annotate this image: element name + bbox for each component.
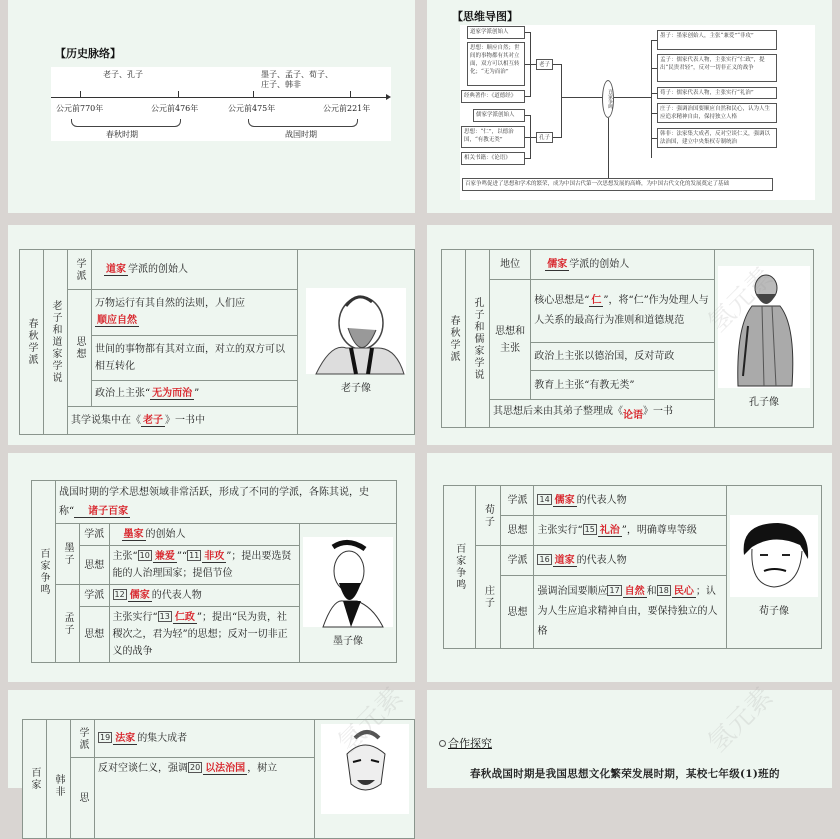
answer-blank: 儒家 xyxy=(547,259,568,270)
thought-cell: 反对空谈仁义，强调 20 以法治国 ，树立 xyxy=(95,758,315,839)
mm-center-node: 百家争鸣 xyxy=(602,80,614,118)
mm-kongzi-item: 思想：“仁”，以德治国，“有教无类” xyxy=(461,126,525,148)
kongzi-table xyxy=(441,249,814,428)
thought-cell: 教育上主张“有教无类” xyxy=(531,371,715,400)
answer-blank: 诸子百家 xyxy=(74,506,130,518)
row-label: 学派 xyxy=(501,546,534,576)
slide-history-timeline[interactable] xyxy=(8,0,415,213)
answer-blank: 仁政 xyxy=(174,612,195,623)
row-label: 思想 xyxy=(80,607,110,663)
period-label: 战国时期 xyxy=(285,130,317,139)
number-box: 18 xyxy=(658,586,669,595)
answer-blank: 民心 xyxy=(673,586,694,597)
row-label: 地位 xyxy=(490,250,531,280)
portrait-cell xyxy=(300,524,397,663)
number-box: 19 xyxy=(100,733,111,742)
thought-cell: 核心思想是“ 仁 ”，将“仁”作为处理人与人关系的最高行为准则和道德规范 xyxy=(531,280,715,343)
kongzi-portrait-image xyxy=(718,266,810,388)
footer-cell: 其学说集中在《 老子 》一书中 xyxy=(68,407,298,435)
mm-laozi-item: 道家学派创始人 xyxy=(467,26,525,39)
category-cell: 百家争鸣 xyxy=(32,481,56,663)
timeline-axis xyxy=(51,97,387,98)
timeline-top-label: 庄子、韩非 xyxy=(261,80,301,89)
answer-blank: 自然 xyxy=(624,586,645,597)
number-box: 13 xyxy=(159,612,170,621)
category-cell: 春秋学派 xyxy=(442,250,466,428)
answer-blank: 道家 xyxy=(554,555,575,566)
answer-blank: 兼爱 xyxy=(154,551,175,562)
inquiry-heading: 合作探究 xyxy=(439,735,492,751)
person-hanfei: 韩非 xyxy=(47,720,71,839)
mm-laozi-item: 思想：顺应自然；世间的事物都有其对立面，双方可以相互转化；“无为而治” xyxy=(467,42,525,86)
mm-bottom-summary: 百家争鸣促进了思想和学术的繁荣，成为中国古代第一次思想发展的高峰，为中国古代文化的发展奠定了基础 xyxy=(462,178,773,191)
row-label: 思想 xyxy=(68,290,92,407)
timeline-heading: 【历史脉络】 xyxy=(55,47,121,60)
thought-cell: 万物运行有其自然的法则，人们应 顺应自然 xyxy=(92,290,298,336)
timeline-date: 公元前476年 xyxy=(151,104,199,113)
number-box: 20 xyxy=(190,763,201,772)
portrait-cell xyxy=(715,250,814,428)
row-label: 学派 xyxy=(80,524,110,546)
mm-right-item: 墨子：墨家创始人，主张“兼爱”“非攻” xyxy=(657,30,777,50)
circle-bullet-icon xyxy=(439,740,446,747)
portrait-caption: 墨子像 xyxy=(333,635,363,647)
category-cell: 百家争鸣 xyxy=(444,486,476,649)
number-box: 15 xyxy=(584,525,595,534)
slide-mozi-mengzi[interactable] xyxy=(8,453,415,682)
laozi-table xyxy=(19,249,415,435)
slide-cooperative-inquiry[interactable] xyxy=(427,690,832,788)
timeline-date: 公元前770年 xyxy=(56,104,104,113)
slide-laozi[interactable] xyxy=(8,225,415,445)
school-cell: 14 儒家 的代表人物 xyxy=(534,486,727,516)
portrait-cell xyxy=(315,720,415,839)
school-cell: 16 道家 的代表人物 xyxy=(534,546,727,576)
brace-warring-states xyxy=(248,119,358,127)
school-cell: 道家 学派的创始人 xyxy=(92,250,298,290)
mm-node-laozi: 老子 xyxy=(536,59,553,70)
answer-blank: 顺应自然 xyxy=(97,315,137,327)
timeline-tick xyxy=(80,91,81,97)
category-cell: 春秋学派 xyxy=(20,250,44,435)
mozi-mengzi-table xyxy=(31,480,397,663)
answer-blank: 礼治 xyxy=(599,525,620,536)
person-xunzi: 荀子 xyxy=(475,486,501,546)
school-cell: 19 法家 的集大成者 xyxy=(95,720,315,758)
timeline-top-label: 老子、孔子 xyxy=(103,70,143,79)
person-mengzi: 孟子 xyxy=(56,585,80,663)
mm-kongzi-item: 相关书籍：《论语》 xyxy=(461,152,525,165)
answer-blank: 墨家 xyxy=(123,529,144,540)
answer-blank: 无为而治 xyxy=(152,388,193,400)
xunzi-portrait-image xyxy=(730,515,818,597)
row-label: 思想 xyxy=(501,516,534,546)
answer-blank: 儒家 xyxy=(129,590,150,601)
topic-cell: 孔子和儒家学说 xyxy=(466,250,490,428)
row-label: 学派 xyxy=(68,250,92,290)
hanfei-table xyxy=(22,719,415,839)
number-box: 17 xyxy=(609,586,620,595)
portrait-cell xyxy=(298,250,415,435)
answer-blank: 道家 xyxy=(106,264,126,275)
mm-laozi-item: 经典著作：《道德经》 xyxy=(461,90,525,103)
topic-cell: 老子和道家学说 xyxy=(44,250,68,435)
timeline-date: 公元前475年 xyxy=(228,104,276,113)
answer-blank: 非攻 xyxy=(204,551,225,562)
slide-xunzi-zhuangzi[interactable] xyxy=(427,453,832,682)
thought-cell: 政治上主张以德治国，反对苛政 xyxy=(531,342,715,371)
thought-cell: 世间的事物都有其对立面，对立的双方可以相互转化 xyxy=(92,335,298,381)
mm-right-item: 韩非：法家集大成者，反对空谈仁义，强调以法治国，建立中央集权专制统治 xyxy=(657,128,777,148)
school-cell: 12 儒家 的代表人物 xyxy=(109,585,299,607)
timeline xyxy=(51,67,391,141)
mm-kongzi-item: 儒家学派创始人 xyxy=(473,109,525,122)
row-label: 思 xyxy=(71,758,95,839)
number-box: 11 xyxy=(189,551,200,560)
portrait-caption: 荀子像 xyxy=(759,605,789,617)
mm-right-item: 孟子：儒家代表人物，主张实行“仁政”，提出“民贵君轻”，反对一切非正义的战争 xyxy=(657,54,777,82)
number-box: 16 xyxy=(539,555,550,564)
number-box: 12 xyxy=(114,590,125,599)
row-label: 学派 xyxy=(71,720,95,758)
mm-right-item: 庄子：强调治国要顺应自然和民心，认为人生应追求精神自由，保持独立人格 xyxy=(657,103,777,123)
answer-blank: 法家 xyxy=(115,733,136,744)
slide-kongzi[interactable] xyxy=(427,225,832,445)
answer-blank: 以法治国 xyxy=(205,763,246,774)
person-zhuangzi: 庄子 xyxy=(475,546,501,649)
period-label: 春秋时期 xyxy=(106,130,138,139)
timeline-tick xyxy=(253,91,254,97)
row-label: 学派 xyxy=(501,486,534,516)
timeline-date: 公元前221年 xyxy=(323,104,371,113)
number-box: 14 xyxy=(539,495,550,504)
inquiry-text: 春秋战国时期是我国思想文化繁荣发展时期，某校七年级(1)班的 xyxy=(470,768,780,780)
answer-blank: 老子 xyxy=(143,415,163,426)
number-box: 10 xyxy=(139,551,150,560)
arrow-right-icon xyxy=(386,94,391,100)
mozi-portrait-image xyxy=(303,537,393,627)
school-cell: 墨家 的创始人 xyxy=(109,524,299,546)
category-cell: 百家 xyxy=(23,720,47,839)
answer-blank: 仁 xyxy=(591,294,602,306)
timeline-top-label: 墨子、孟子、荀子、 xyxy=(261,70,333,79)
timeline-tick xyxy=(350,91,351,97)
laozi-portrait-image xyxy=(306,288,406,374)
mind-map xyxy=(460,25,815,200)
row-label: 思想 xyxy=(501,576,534,649)
thought-cell: 政治上主张“ 无为而治 ” xyxy=(92,381,298,407)
row-label: 思想和主张 xyxy=(490,280,531,400)
mindmap-heading: 【思维导图】 xyxy=(452,10,518,23)
xunzi-zhuangzi-table xyxy=(443,485,822,649)
answer-blank: 儒家 xyxy=(554,495,575,506)
brace-spring-autumn xyxy=(71,119,181,127)
thought-cell: 主张实行“ 15 礼治 ”，明确尊卑等级 xyxy=(534,516,727,546)
intro-cell: 战国时期的学术思想领域非常活跃，形成了不同的学派，各陈其说，史称“ 诸子百家 xyxy=(56,481,397,524)
footer-cell: 其思想后来由其弟子整理成《论语》一书 xyxy=(490,400,715,428)
slide-hanfei[interactable] xyxy=(8,690,415,804)
answer-blank: 论语 xyxy=(623,410,643,421)
mm-right-item: 荀子：儒家代表人物，主张实行“礼治” xyxy=(657,87,777,99)
row-label: 学派 xyxy=(80,585,110,607)
status-cell: 儒家 学派的创始人 xyxy=(531,250,715,280)
portrait-caption: 孔子像 xyxy=(749,397,779,408)
row-label: 思想 xyxy=(80,546,110,585)
hanfei-portrait-image xyxy=(321,724,409,814)
thought-cell: 主张“ 10 兼爱 ”“ 11 非攻 ”；提出要选贤能的人治理国家；提倡节俭 xyxy=(109,546,299,585)
person-mozi: 墨子 xyxy=(56,524,80,585)
thought-cell: 强调治国要顺应 17 自然 和 18 民心 ；认为人生应追求精神自由，要保持独立的人格 xyxy=(534,576,727,649)
mm-node-kongzi: 孔子 xyxy=(536,132,553,143)
timeline-tick xyxy=(178,91,179,97)
thought-cell: 主张实行“ 13 仁政 ”；提出“民为贵，社稷次之，君为轻”的思想；反对一切非正义的战争 xyxy=(109,607,299,663)
portrait-cell xyxy=(727,486,822,649)
slide-mind-map[interactable] xyxy=(427,0,832,213)
portrait-caption: 老子像 xyxy=(341,382,371,394)
